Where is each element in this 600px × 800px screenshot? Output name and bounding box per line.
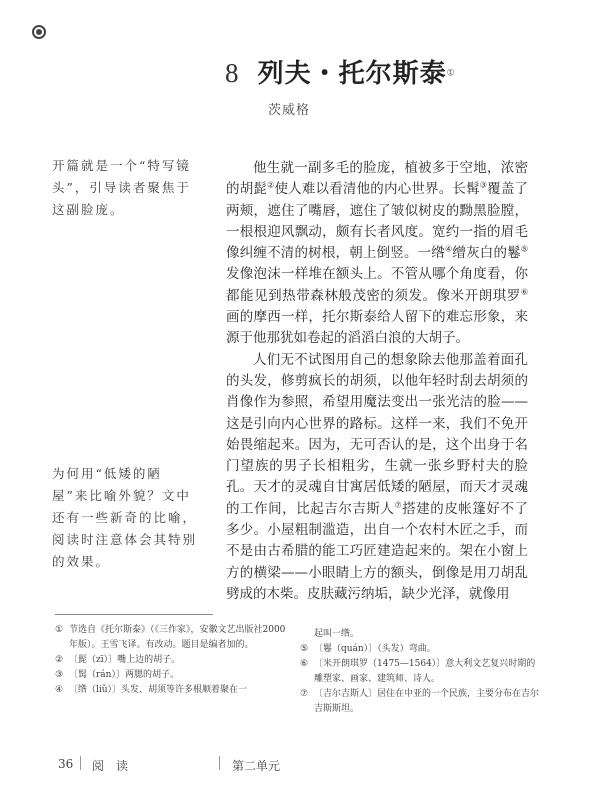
footnote: 起叫一绺。: [314, 629, 360, 639]
footnote-ref: ④: [445, 244, 453, 254]
footnote: ⑤ 〔鬈（quán）〕（头发）弯曲。: [300, 644, 436, 654]
footnote-ref: ②: [267, 180, 275, 190]
unit-name: 第二单元: [232, 759, 281, 773]
side-note: 为何用“低矮的陋屋”来比喻外貌？文中还有一些新奇的比喻，阅读时注意体会其特别的效果。: [52, 466, 198, 569]
footnote: ⑦ 〔吉尔吉斯人〕居住在中亚的一个民族，主要分布在吉尔吉斯斯坦。: [300, 689, 540, 714]
footnote: ③ 〔髯（rán）〕两腮的胡子。: [55, 670, 179, 680]
footnote-divider: [55, 614, 213, 615]
paragraph: 人们无不试图用自己的想象除去他那盖着面孔的头发，修剪疯长的胡须，以他年轻时刮去胡须的肖像作为参照，希望用魔法变出一张光洁的脸——这是引向内心世界的路标。这样一来，我们不免开始畏缩起来。因为，无可否认的是，这个出身于名门望族的男子长相粗劣，生就一张乡野村夫的脸孔。天才的灵魂自甘寓居低矮的陋屋，而天才灵魂的工作间，比起吉尔吉斯人⑦搭建的皮帐篷好不了多少。小屋粗制滥造，出自一个农村木匠之手，而不是由古希腊的能工巧匠建造起来的。架在小窗上方的横梁——小眼睛上方的额头，倒像是用刀胡乱劈成的木柴。皮肤藏污纳垢，缺少光泽，就像用: [226, 351, 529, 602]
title-footnote-mark: ①: [446, 68, 455, 79]
footnote: ① 节选自《托尔斯泰》（《三作家》，安徽文艺出版社2000年版）。王雪飞译。有改动。题目是编者加的。: [55, 625, 286, 650]
footer-separator: [219, 756, 220, 770]
footnote: ⑥ 〔米开朗琪罗（1475—1564）〕意大利文艺复兴时期的雕塑家、画家、建筑师、诗人。: [300, 659, 536, 684]
footnote-ref: ⑤: [520, 244, 529, 254]
footnote: ② 〔髭（zī）〕嘴上边的胡子。: [55, 655, 181, 665]
lesson-title: [225, 53, 455, 90]
side-note: 开篇就是一个“特写镜头”，引导读者聚焦于这副脸庞。: [52, 158, 191, 217]
page-title: 列夫・托尔斯泰: [257, 59, 447, 89]
footnote-ref: ⑦: [394, 500, 403, 510]
author-name: 茨威格: [268, 103, 311, 118]
footnote-ref: ③: [479, 180, 488, 190]
corner-emblem-icon: [32, 25, 46, 39]
page-number: 36: [58, 757, 74, 771]
lesson-number: 8: [225, 58, 239, 88]
footnote: ④ 〔绺（liǔ）〕头发、胡须等许多根顺着聚在一: [55, 685, 248, 695]
section-name: 阅 读: [92, 759, 129, 773]
main-text: [226, 158, 528, 605]
footnote-ref: ⑥: [520, 287, 528, 297]
footnotes-right: [300, 627, 540, 717]
footnotes-left: [55, 623, 290, 698]
paragraph: 他生就一副多毛的脸庞，植被多于空地，浓密的胡髭②使人难以看清他的内心世界。长髯③覆盖了两颊，遮住了嘴唇，遮住了皱似树皮的黝黑脸膛，一根根迎风飘动，颇有长者风度。宽约一指的眉毛像纠缠不清的树根，朝上倒竖。一绺④缯灰白的鬈⑤发像泡沫一样堆在额头上。不管从哪个角度看，你都能见到热带森林般茂密的须发。像米开朗琪罗⑥画的摩西一样，托尔斯泰给人留下的难忘形象，来源于他那犹如卷起的滔滔白浪的大胡子。: [226, 160, 529, 347]
footer-separator: [80, 756, 81, 770]
